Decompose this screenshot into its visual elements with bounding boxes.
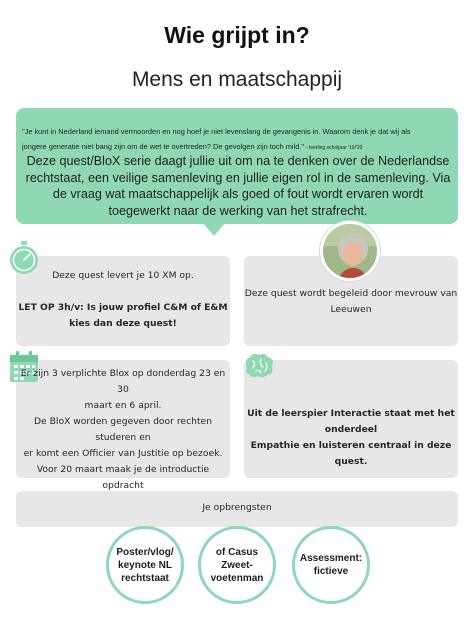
schedule-card-text (16, 366, 230, 510)
outcome-circle-assessment (292, 526, 370, 604)
mentor-avatar (320, 221, 380, 281)
outcome-line: voetenman (210, 572, 264, 584)
outcome-line: rechtstaat (121, 572, 169, 584)
schedule-line: er komt een Officier van Justitie op bezoek. (23, 448, 223, 459)
outcome-line: Assessment: (299, 553, 363, 564)
mentor-name: Leeuwen (330, 304, 372, 315)
outcome-line: Zweet- (221, 559, 253, 571)
xp-card-text (16, 268, 230, 332)
student-quote (22, 124, 452, 156)
page-title: Wie grijpt in? (164, 22, 310, 48)
schedule-line: Er zijn 3 verplichte Blox op donderdag 23 en 30 (20, 368, 226, 395)
intro-line: toegewerkt naar de werking van het strafrecht. (108, 203, 368, 218)
xp-reward-text: Deze quest levert je 10 XM op. (52, 270, 194, 281)
brain-icon (241, 352, 277, 380)
intro-line: rechtstaat, een veilige samenleving en jullie eigen rol in de samenleving. Via (25, 170, 451, 185)
learning-card-text (244, 406, 458, 470)
outcome-line: fictieve (313, 566, 349, 577)
outcome-text (116, 546, 173, 585)
outcome-line: of Casus (215, 546, 259, 558)
outcome-line: keynote NL (118, 559, 172, 571)
outcome-circle-product (106, 526, 184, 604)
outcome-circle-casus (198, 526, 276, 604)
spacer (16, 284, 230, 300)
quote-line: "Je kunt in Nederland iemand vermoorden en nog hoef je niet levenslang de gevangenis in. Waarom denk je dat wij als (22, 127, 411, 136)
intro-line: de vraag wat maatschappelijk als goed of fout wordt ervaren wordt (52, 187, 424, 201)
learning-line: Uit de leerspier Interactie staat met het onderdeel (247, 408, 455, 435)
profile-note: kies dan deze quest! (69, 318, 177, 329)
outcomes-label: Je opbrengsten (202, 502, 272, 513)
outcome-text (300, 552, 362, 578)
mentor-text: Deze quest wordt begeleid door mevrouw van (244, 288, 458, 299)
learning-line: Empathie en luisteren centraal in deze quest. (250, 440, 452, 467)
profile-note: LET OP 3h/v: Is jouw profiel C&M of E&M (18, 302, 228, 313)
schedule-line: Voor 20 maart maak je de introductie opdracht (36, 464, 210, 491)
quote-line: jongere generatie niet bang zijn om de wet te overtreden? De gevolgen zijn toch mild." (22, 142, 304, 151)
page-subtitle: Mens en maatschappij (131, 68, 343, 91)
outcome-line: Poster/vlog/ (116, 546, 174, 558)
schedule-line: maart en 6 april. (84, 400, 162, 411)
intro-panel-pointer (202, 222, 226, 236)
schedule-line: De BloX worden gegeven door rechten studeren en (33, 416, 213, 443)
mentor-card-text (244, 286, 458, 318)
intro-line: Deze quest/BloX serie daagt jullie uit om na te denken over de Nederlandse (26, 154, 450, 168)
quote-credit: - leerling scholjaar '19/'20 (306, 145, 363, 151)
outcome-text (211, 546, 264, 585)
intro-text (22, 153, 454, 219)
